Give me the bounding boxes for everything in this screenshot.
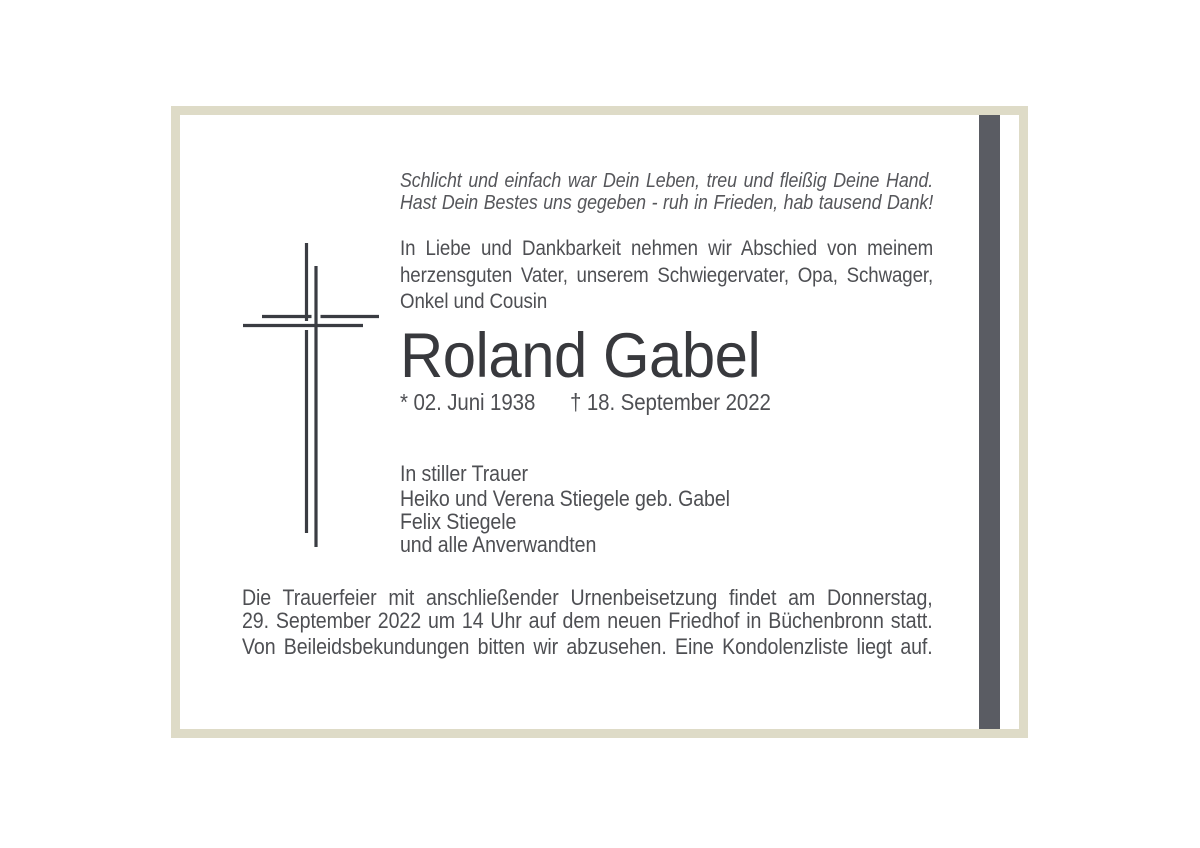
intro-paragraph: [400, 236, 933, 316]
obituary-card: [171, 106, 1028, 738]
funeral-line-2: 29. September 2022 um 14 Uhr auf dem neuen Friedhof in Büchenbronn statt.: [242, 608, 933, 633]
mourner-line: Heiko und Verena Stiegele geb. Gabel: [400, 486, 730, 511]
epigraph-line-2: Hast Dein Bestes uns gegeben - ruh in Frieden, hab tausend Dank!: [400, 191, 934, 214]
obituary-card-inner: [180, 115, 1019, 729]
epigraph-line-1: Schlicht und einfach war Dein Leben, treu und fleißig Deine Hand.: [400, 170, 934, 192]
deceased-name: Roland Gabel: [400, 321, 761, 391]
death-date: † 18. September 2022: [569, 389, 771, 415]
mourning-heading: In stiller Trauer: [400, 461, 528, 486]
side-accent-bar: [979, 115, 1000, 729]
condolence-note: Von Beileidsbekundungen bitten wir abzusehen. Eine Kondolenzliste liegt auf.: [242, 634, 933, 659]
funeral-line-1: Die Trauerfeier mit anschließender Urnenbeisetzung findet am Donnerstag,: [242, 585, 933, 610]
mourners-list: [400, 487, 933, 556]
mourner-line: Felix Stiegele: [400, 509, 517, 534]
funeral-info: [242, 586, 933, 632]
intro-line-1: In Liebe und Dankbarkeit nehmen wir Abschied von meinem: [400, 237, 934, 260]
life-dates: [400, 391, 933, 414]
mourner-line: und alle Anverwandten: [400, 532, 597, 557]
birth-date: * 02. Juni 1938: [400, 389, 536, 415]
epigraph: [400, 171, 933, 214]
intro-line-2: herzensguten Vater, unserem Schwiegervater, Opa, Schwager,: [400, 263, 934, 287]
memorial-cross-icon: [238, 239, 384, 553]
intro-line-3: Onkel und Cousin: [400, 290, 548, 313]
